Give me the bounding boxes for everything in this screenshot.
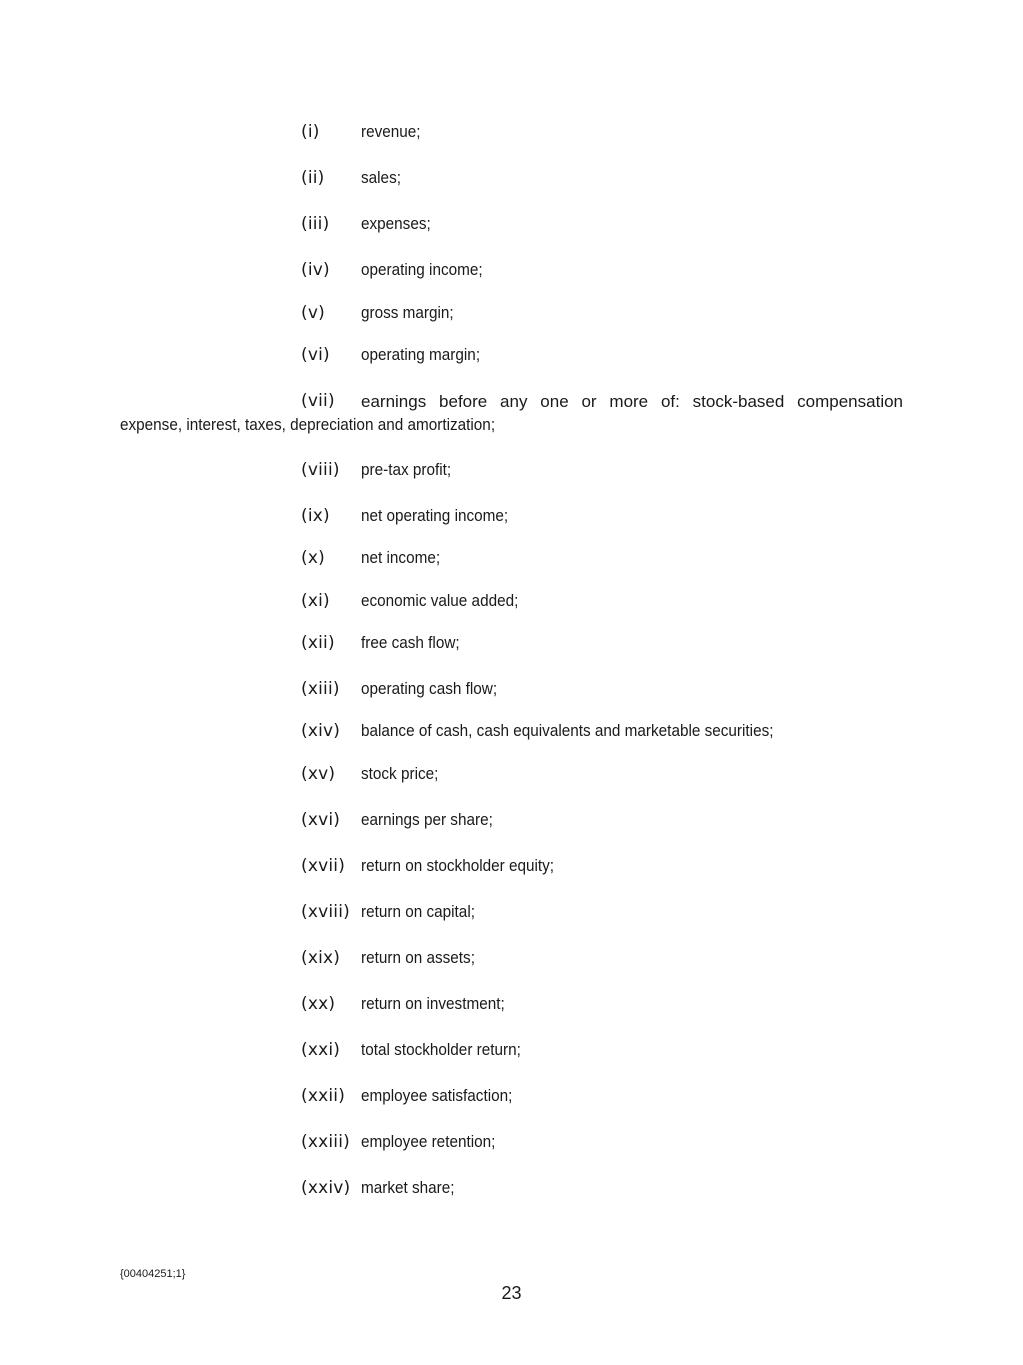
item-number: (xvi) bbox=[301, 810, 341, 830]
list-item bbox=[301, 763, 447, 785]
item-text: sales; bbox=[361, 168, 401, 187]
item-number: (vi) bbox=[301, 345, 330, 365]
item-number: (xxiv) bbox=[301, 1178, 351, 1198]
item-text: net income; bbox=[361, 548, 441, 567]
list-item bbox=[301, 213, 439, 235]
item-number: (i) bbox=[301, 122, 320, 142]
item-text: total stockholder return; bbox=[361, 1040, 521, 1059]
item-text: expenses; bbox=[361, 214, 431, 233]
list-item bbox=[301, 1177, 465, 1199]
item-text: return on stockholder equity; bbox=[361, 856, 555, 875]
item-number: (vii) bbox=[301, 391, 335, 411]
item-number: (xi) bbox=[301, 591, 330, 611]
item-text: operating income; bbox=[361, 260, 483, 279]
word: compensation bbox=[797, 392, 903, 411]
list-item bbox=[301, 993, 521, 1015]
item-number: (xxi) bbox=[301, 1040, 341, 1060]
word: stock-based bbox=[692, 392, 785, 411]
item-number: (xviii) bbox=[301, 902, 350, 922]
item-text: employee satisfaction; bbox=[361, 1086, 513, 1105]
list-item bbox=[301, 259, 496, 281]
item-number: (iv) bbox=[301, 260, 330, 280]
list-item bbox=[301, 1131, 510, 1153]
word: of: bbox=[660, 392, 680, 411]
item-text: return on capital; bbox=[361, 902, 475, 921]
item-number: (x) bbox=[301, 548, 325, 568]
word: before bbox=[439, 392, 488, 411]
item-number: (xii) bbox=[301, 633, 335, 653]
item-text: economic value added; bbox=[361, 591, 519, 610]
item-text: pre-tax profit; bbox=[361, 460, 452, 479]
list-item bbox=[301, 547, 449, 569]
item-text: market share; bbox=[361, 1178, 455, 1197]
item-text: employee retention; bbox=[361, 1132, 496, 1151]
item-text: return on investment; bbox=[361, 994, 505, 1013]
item-number: (xvii) bbox=[301, 856, 346, 876]
item-number: (xxiii) bbox=[301, 1132, 350, 1152]
item-number: (iii) bbox=[301, 214, 330, 234]
item-text: net operating income; bbox=[361, 506, 509, 525]
item-text: earnings per share; bbox=[361, 810, 493, 829]
item-text: stock price; bbox=[361, 764, 439, 783]
list-item bbox=[301, 302, 464, 324]
item-number: (viii) bbox=[301, 460, 340, 480]
item-number: (xiii) bbox=[301, 679, 340, 699]
item-text: free cash flow; bbox=[361, 633, 460, 652]
item-number: (xxii) bbox=[301, 1086, 346, 1106]
word: any bbox=[500, 392, 528, 411]
list-item bbox=[301, 809, 507, 831]
list-item-wrapped bbox=[120, 390, 903, 436]
word: earnings bbox=[361, 392, 427, 411]
list-item bbox=[301, 632, 471, 654]
item-text: operating cash flow; bbox=[361, 679, 498, 698]
list-item bbox=[301, 505, 525, 527]
list-item bbox=[301, 1085, 529, 1107]
item-number: (ix) bbox=[301, 506, 330, 526]
item-text: revenue; bbox=[361, 122, 421, 141]
page-number: 23 bbox=[501, 1283, 522, 1303]
item-number: (xiv) bbox=[301, 721, 341, 741]
item-number: (v) bbox=[301, 303, 325, 323]
list-item bbox=[301, 344, 493, 366]
list-item bbox=[301, 720, 819, 742]
list-item bbox=[301, 590, 536, 612]
document-id: {00404251;1} bbox=[120, 1268, 186, 1280]
item-text-line1 bbox=[361, 390, 903, 413]
item-text-line2: expense, interest, taxes, depreciation and amortization; bbox=[120, 415, 496, 434]
item-text: return on assets; bbox=[361, 948, 475, 967]
item-number: (xx) bbox=[301, 994, 336, 1014]
list-item bbox=[301, 678, 512, 700]
item-text: operating margin; bbox=[361, 345, 481, 364]
list-item bbox=[301, 121, 427, 143]
word: more bbox=[609, 392, 649, 411]
list-item bbox=[301, 459, 461, 481]
list-item bbox=[301, 947, 488, 969]
item-text: balance of cash, cash equivalents and marketable securities; bbox=[361, 721, 774, 740]
item-text: gross margin; bbox=[361, 303, 454, 322]
word: or bbox=[581, 392, 597, 411]
list-item bbox=[301, 167, 405, 189]
list-item bbox=[301, 1039, 539, 1061]
list-item bbox=[301, 855, 576, 877]
wrapped-line-1 bbox=[120, 390, 903, 413]
word: one bbox=[540, 392, 569, 411]
item-number: (xv) bbox=[301, 764, 336, 784]
list-item bbox=[301, 901, 488, 923]
item-number: (ii) bbox=[301, 168, 325, 188]
item-number: (xix) bbox=[301, 948, 341, 968]
